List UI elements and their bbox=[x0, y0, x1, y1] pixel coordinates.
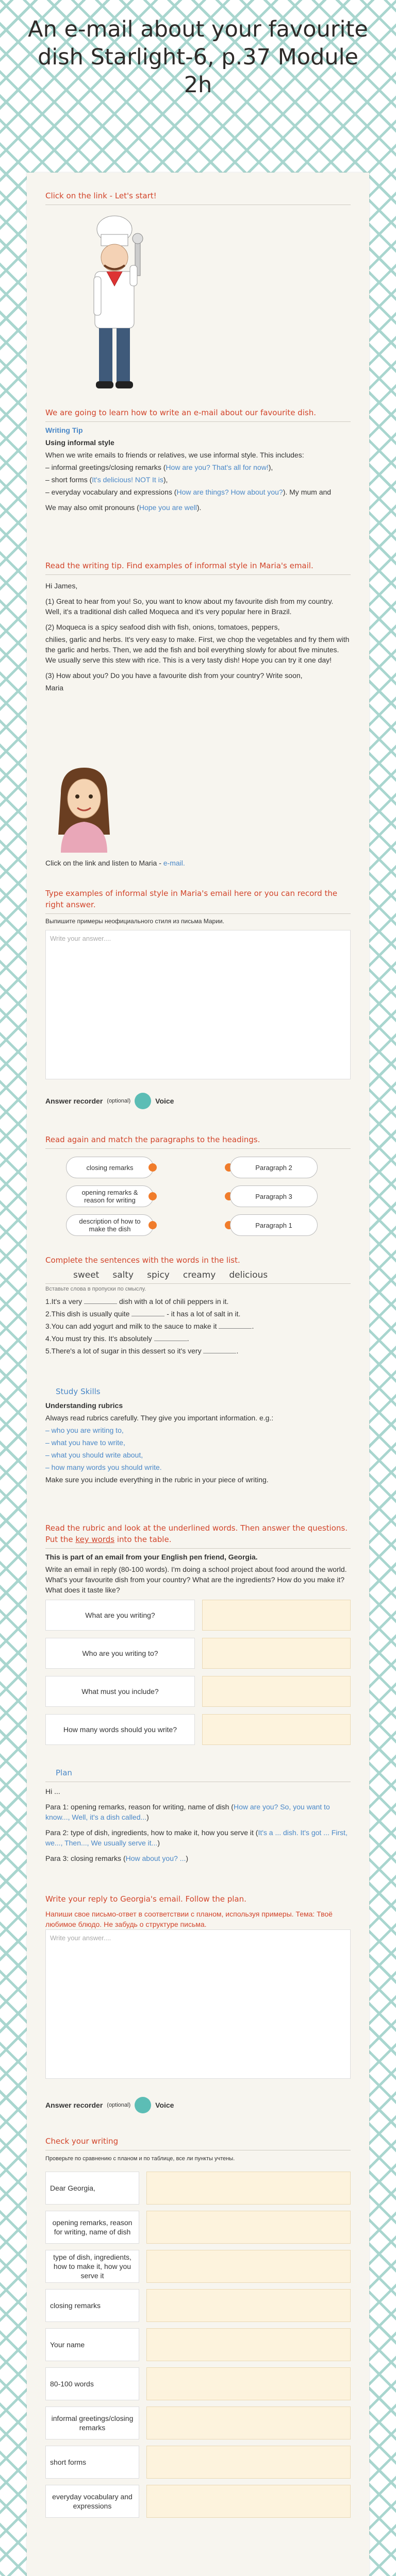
learn-block bbox=[45, 407, 351, 422]
check-answer-field[interactable] bbox=[146, 2172, 351, 2205]
writing-tip bbox=[45, 425, 351, 515]
rubric-answer-field[interactable] bbox=[202, 1638, 351, 1669]
divider bbox=[45, 421, 351, 422]
word-item: salty bbox=[112, 1270, 134, 1280]
check-answer-field[interactable] bbox=[146, 2250, 351, 2283]
rubric-answer-field[interactable] bbox=[202, 1676, 351, 1707]
match-connector-dot[interactable] bbox=[148, 1221, 157, 1229]
writing-tip-subheading: Using informal style bbox=[45, 438, 114, 447]
reply-heading: Write your reply to Georgia's email. Follow the plan. bbox=[45, 1894, 246, 1904]
word-item: creamy bbox=[183, 1270, 216, 1280]
rubric-question: Who are you writing to? bbox=[45, 1638, 195, 1669]
reply-section bbox=[45, 1893, 351, 1933]
study-skills-lead: Always read rubrics carefully. They give you important information. e.g.: bbox=[45, 1414, 274, 1422]
match-left-item[interactable]: description of how to make the dish bbox=[66, 1214, 154, 1236]
email-line: (3) How about you? Do you have a favourite dish from your country? Write soon, bbox=[45, 671, 303, 680]
email-line: chilies, garlic and herbs. It's very easy to make. First, we chop the vegetables and fry them with the garlic and herbs. Then, we add the fish and boil everything slowly for about five minutes. We usually serve this stew with rice. This is a very tasty dish! Hope you can try it one day! bbox=[45, 635, 350, 664]
study-skills-end: Make sure you include everything in the rubric in your piece of writing. bbox=[45, 1476, 269, 1484]
reply-instruction: Напиши свое письмо-ответ в соответствии с планом, используя примеры. Тема: Твоё любимое блюдо. Не забудь о структуре письма. bbox=[45, 1910, 333, 1928]
rubric-answer-field[interactable] bbox=[202, 1714, 351, 1745]
learn-heading: We are going to learn how to write an e-mail about our favourite dish. bbox=[45, 408, 316, 417]
title-block bbox=[23, 15, 373, 99]
match-section bbox=[45, 1134, 351, 1149]
email-line: (1) Great to hear from you! So, you want to know about my favourite dish from my country. Well, it's a traditional dish called Moqueca and it's very popular here in Brazil. bbox=[45, 597, 334, 616]
match-right-item[interactable]: Paragraph 3 bbox=[230, 1185, 318, 1207]
reply-answer-field[interactable]: Write your answer.... bbox=[45, 1929, 351, 2079]
tip-item-vocabulary: – everyday vocabulary and expressions (How are things? How about you?). My mum and bbox=[45, 488, 332, 496]
check-answer-field[interactable] bbox=[146, 2328, 351, 2361]
check-item: everyday vocabulary and expressions bbox=[45, 2485, 139, 2518]
examples-heading: Type examples of informal style in Maria's email here or you can record the right answer. bbox=[45, 889, 338, 909]
word-item: spicy bbox=[147, 1270, 170, 1280]
rubric-point: – what you should write about, bbox=[45, 1451, 143, 1459]
check-item: opening remarks, reason for writing, name of dish bbox=[45, 2211, 139, 2244]
answer-recorder: Answer recorder (optional) Voice bbox=[45, 1093, 174, 1109]
plan-para: Para 1: opening remarks, reason for writing, name of dish (How are you? So, you want to know..., Well, it's a dish called...) bbox=[45, 1803, 330, 1821]
rubric-task-title: This is part of an email from your English pen friend, Georgia. bbox=[45, 1553, 258, 1561]
divider bbox=[45, 1148, 351, 1149]
study-skills-subheading: Understanding rubrics bbox=[45, 1401, 123, 1410]
rubric-question: What are you writing? bbox=[45, 1600, 195, 1631]
check-answer-field[interactable] bbox=[146, 2446, 351, 2479]
rubric-point: – what you have to write, bbox=[45, 1438, 125, 1447]
check-item: Dear Georgia, bbox=[45, 2172, 139, 2205]
intro-link-text[interactable]: Click on the link - Let's start! bbox=[45, 191, 157, 200]
maria-email bbox=[45, 581, 351, 695]
email-section bbox=[45, 560, 351, 575]
rubric-task: Write an email in reply (80-100 words). I'm doing a school project about food around the world. What's your favourite dish from your country? What are the ingredients? How do you make it? What does it taste like? bbox=[45, 1565, 347, 1594]
maria-illustration bbox=[45, 762, 123, 853]
writing-tip-lead: When we write emails to friends or relatives, we use informal style. This includes: bbox=[45, 451, 304, 459]
listen-line bbox=[45, 858, 351, 870]
plan-section bbox=[45, 1767, 351, 1869]
sentence: 4.You must try this. It's absolutely . bbox=[45, 1334, 189, 1343]
tip-item-short-forms: – short forms (It's delicious! NOT It is), bbox=[45, 476, 168, 484]
check-answer-field[interactable] bbox=[146, 2367, 351, 2400]
sentence: 5.There's a lot of sugar in this dessert so it's very . bbox=[45, 1347, 239, 1355]
rubric-question: What must you include? bbox=[45, 1676, 195, 1707]
match-connector-dot[interactable] bbox=[148, 1192, 157, 1200]
chef-illustration bbox=[58, 214, 171, 397]
rubric-point: – how many words you should write. bbox=[45, 1463, 162, 1471]
match-left-item[interactable]: opening remarks & reason for writing bbox=[66, 1185, 154, 1207]
microphone-icon[interactable] bbox=[135, 1093, 151, 1109]
email-heading: Read the writing tip. Find examples of informal style in Maria's email. bbox=[45, 561, 314, 570]
check-answer-field[interactable] bbox=[146, 2289, 351, 2322]
check-section bbox=[45, 2136, 351, 2166]
check-answer-field[interactable] bbox=[146, 2406, 351, 2439]
answer-recorder: Answer recorder (optional) Voice bbox=[45, 2097, 174, 2113]
blank-input[interactable] bbox=[84, 1303, 117, 1304]
word-list bbox=[45, 1270, 351, 1280]
rubric-section bbox=[45, 1522, 351, 1597]
tip-item-pronouns: We may also omit pronouns (Hope you are well). bbox=[45, 503, 202, 512]
check-item: informal greetings/closing remarks bbox=[45, 2406, 139, 2439]
email-line: Hi James, bbox=[45, 582, 78, 590]
rubric-heading: Read the rubric and look at the underlined words. Then answer the questions. Put the key words into the table. bbox=[45, 1523, 348, 1544]
microphone-icon[interactable] bbox=[135, 2097, 151, 2113]
divider bbox=[45, 913, 351, 914]
check-heading: Check your writing bbox=[45, 2137, 119, 2146]
examples-answer-field[interactable]: Write your answer.... bbox=[45, 930, 351, 1079]
match-connector-dot[interactable] bbox=[148, 1163, 157, 1172]
check-instruction: Проверьте по сравнению с планом и по таблице, все ли пункты учтены. bbox=[45, 2156, 235, 2162]
word-item: sweet bbox=[73, 1270, 100, 1280]
divider bbox=[45, 1548, 351, 1549]
examples-section bbox=[45, 888, 351, 928]
check-item: closing remarks bbox=[45, 2289, 139, 2322]
writing-tip-heading: Writing Tip bbox=[45, 426, 83, 434]
match-right-item[interactable]: Paragraph 2 bbox=[230, 1157, 318, 1178]
match-right-item[interactable]: Paragraph 1 bbox=[230, 1214, 318, 1236]
match-heading: Read again and match the paragraphs to the headings. bbox=[45, 1135, 260, 1144]
blank-input[interactable] bbox=[219, 1328, 252, 1329]
plan-heading: Plan bbox=[56, 1768, 72, 1777]
check-item: Your name bbox=[45, 2328, 139, 2361]
intro-block bbox=[45, 190, 351, 205]
plan-para: Para 2: type of dish, ingredients, how to make it, how you serve it (It's a ... dish. It's got ... First, we..., Then..., We usually serve it...) bbox=[45, 1828, 348, 1847]
examples-instruction: Выпишите примеры неофициального стиля из письма Марии. bbox=[45, 918, 224, 925]
check-item: short forms bbox=[45, 2446, 139, 2479]
check-answer-field[interactable] bbox=[146, 2485, 351, 2518]
complete-section bbox=[45, 1255, 351, 1358]
sentence: 3.You can add yogurt and milk to the sauce to make it . bbox=[45, 1322, 254, 1330]
tip-item-greetings: – informal greetings/closing remarks (How are you? That's all for now!), bbox=[45, 463, 273, 471]
check-item: type of dish, ingredients, how to make it, how you serve it bbox=[45, 2250, 139, 2283]
match-left-item[interactable]: closing remarks bbox=[66, 1157, 154, 1178]
plan-para: Para 3: closing remarks (How about you? ...) bbox=[45, 1854, 189, 1862]
worksheet-card bbox=[27, 173, 369, 2576]
sentence: 2.This dish is usually quite - it has a lot of salt in it. bbox=[45, 1310, 241, 1318]
rubric-point: – who you are writing to, bbox=[45, 1426, 124, 1434]
rubric-question: How many words should you write? bbox=[45, 1714, 195, 1745]
check-answer-field[interactable] bbox=[146, 2211, 351, 2244]
check-item: 80-100 words bbox=[45, 2367, 139, 2400]
complete-note: Вставьте слова в пропуски по смыслу. bbox=[45, 1286, 146, 1292]
sentence: 1.It's a very dish with a lot of chili peppers in it. bbox=[45, 1297, 229, 1306]
word-item: delicious bbox=[229, 1270, 268, 1280]
listen-text: Click on the link and listen to Maria - e-mail. bbox=[45, 859, 185, 867]
email-signature: Maria bbox=[45, 684, 64, 692]
complete-heading: Complete the sentences with the words in the list. bbox=[45, 1256, 240, 1265]
plan-greeting: Hi ... bbox=[45, 1787, 60, 1795]
study-skills bbox=[45, 1386, 351, 1487]
maria-email-link[interactable]: e-mail. bbox=[163, 859, 185, 867]
rubric-answer-field[interactable] bbox=[202, 1600, 351, 1631]
study-skills-heading: Study Skills bbox=[56, 1387, 101, 1396]
email-line: (2) Moqueca is a spicy seafood dish with fish, onions, tomatoes, peppers, bbox=[45, 623, 280, 631]
page-title: An e-mail about your favourite dish Starlight-6, p.37 Module 2h bbox=[28, 16, 368, 98]
divider bbox=[45, 574, 351, 575]
